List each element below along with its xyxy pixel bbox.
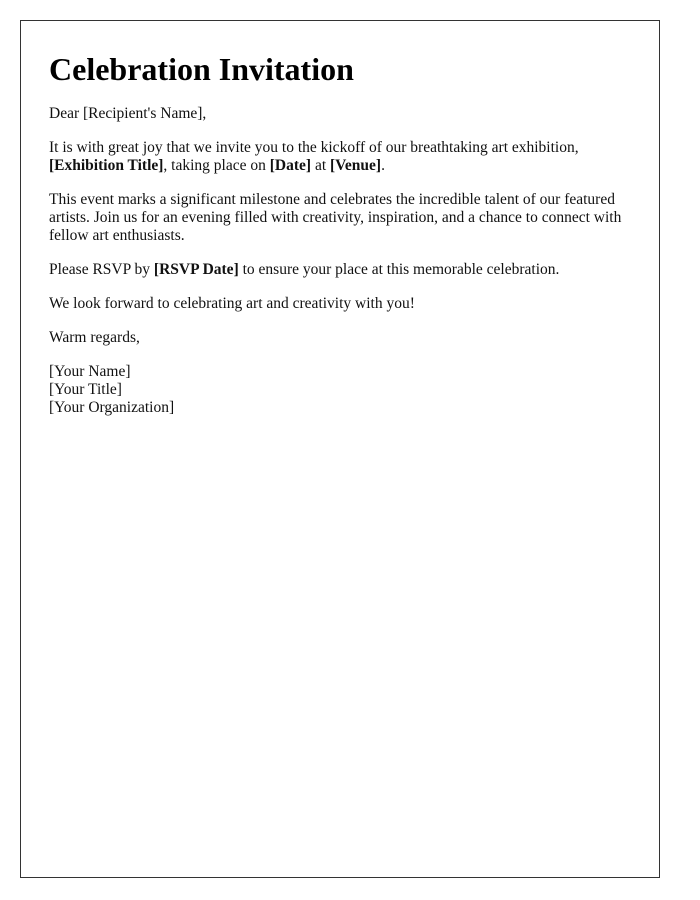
- paragraph-event-description: This event marks a significant milestone and celebrates the incredible talent of our featured artists. Join us for an evening filled with creativity, inspiration, and a chance to connect with fellow art enthusiasts.: [49, 191, 622, 244]
- paragraph-invitation: [49, 139, 631, 175]
- paragraph-rsvp: [49, 261, 631, 279]
- exhibition-title-placeholder: [Exhibition Title]: [49, 157, 164, 174]
- letter-greeting: Dear [Recipient's Name],: [49, 105, 207, 122]
- venue-placeholder: [Venue]: [330, 157, 382, 174]
- paragraph-rsvp-intro: Please RSVP by: [49, 261, 154, 278]
- paragraph-invitation-intro: It is with great joy that we invite you to the kickoff of our breathtaking art exhibition,: [49, 139, 579, 156]
- signature-organization: [Your Organization]: [49, 399, 175, 416]
- letter-closing: Warm regards,: [49, 329, 140, 346]
- letter-title: Celebration Invitation: [49, 51, 354, 87]
- signature-name: [Your Name]: [49, 363, 131, 380]
- invitation-letter: [20, 20, 660, 878]
- paragraph-invitation-connector-1: , taking place on: [163, 157, 270, 174]
- paragraph-rsvp-end: to ensure your place at this memorable celebration.: [238, 261, 560, 278]
- paragraph-look-forward: We look forward to celebrating art and creativity with you!: [49, 295, 415, 312]
- signature-title: [Your Title]: [49, 381, 122, 398]
- date-placeholder: [Date]: [269, 157, 312, 174]
- paragraph-invitation-connector-2: at: [311, 157, 330, 174]
- paragraph-invitation-end: .: [381, 157, 385, 174]
- rsvp-date-placeholder: [RSVP Date]: [153, 261, 239, 278]
- signature-block: [49, 363, 631, 417]
